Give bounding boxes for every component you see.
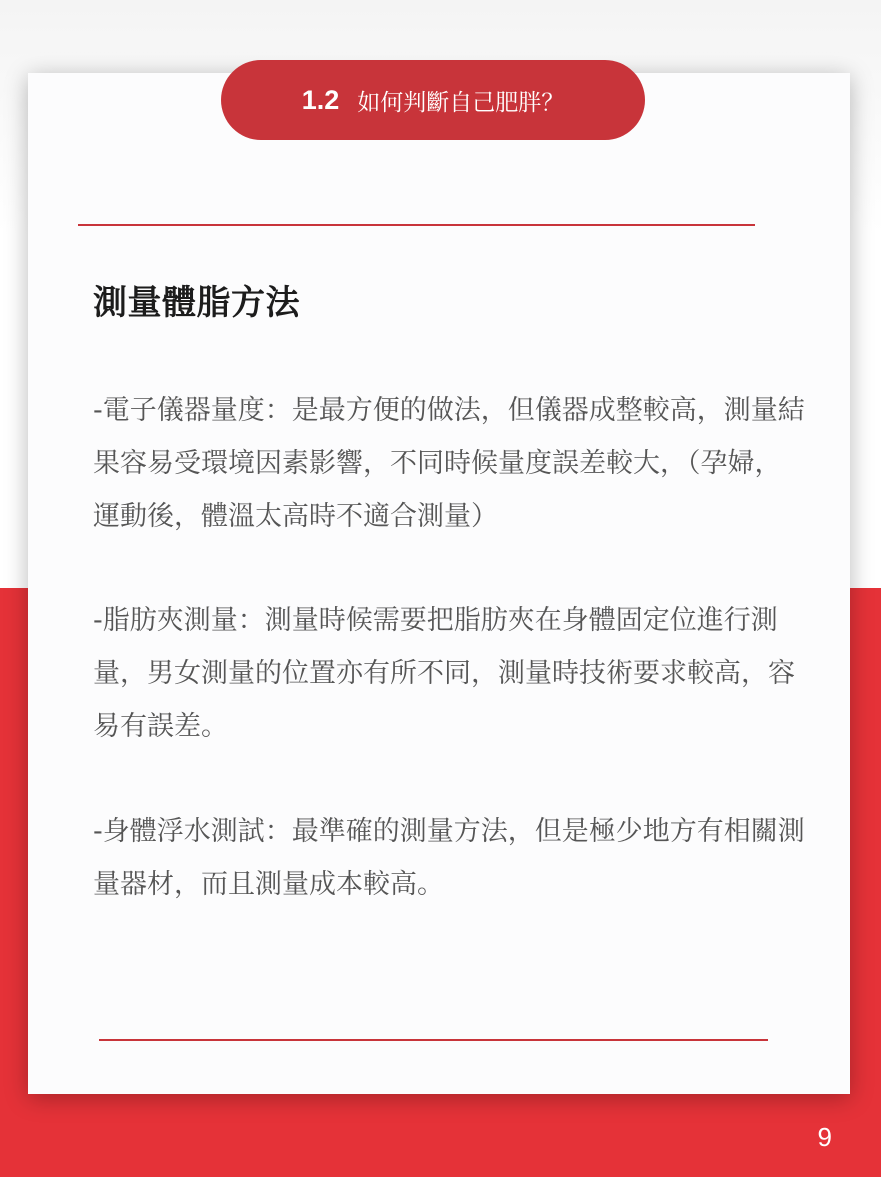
page-heading: 測量體脂方法 xyxy=(93,283,300,323)
top-divider xyxy=(78,224,755,226)
content-card xyxy=(28,73,850,1094)
page-number: 9 xyxy=(817,1122,832,1152)
paragraph-electronic-device: -電子儀器量度：是最方便的做法，但儀器成整較高，測量結果容易受環境因素影響，不同時候量度誤差較大，（孕婦，運動後，體溫太高時不適合測量） xyxy=(93,395,805,532)
bottom-divider xyxy=(99,1039,768,1041)
section-title-pill xyxy=(221,60,645,140)
paragraph-fat-caliper: -脂肪夾測量：測量時候需要把脂肪夾在身體固定位進行測量，男女測量的位置亦有所不同，測量時技術要求較高，容易有誤差。 xyxy=(93,605,795,742)
section-title: 如何判斷自己肥胖？ xyxy=(357,89,565,116)
section-number: 1.2 xyxy=(301,84,340,115)
paragraph-hydrostatic-test: -身體浮水測試：最準確的測量方法，但是極少地方有相關測量器材，而且測量成本較高。 xyxy=(93,816,805,900)
